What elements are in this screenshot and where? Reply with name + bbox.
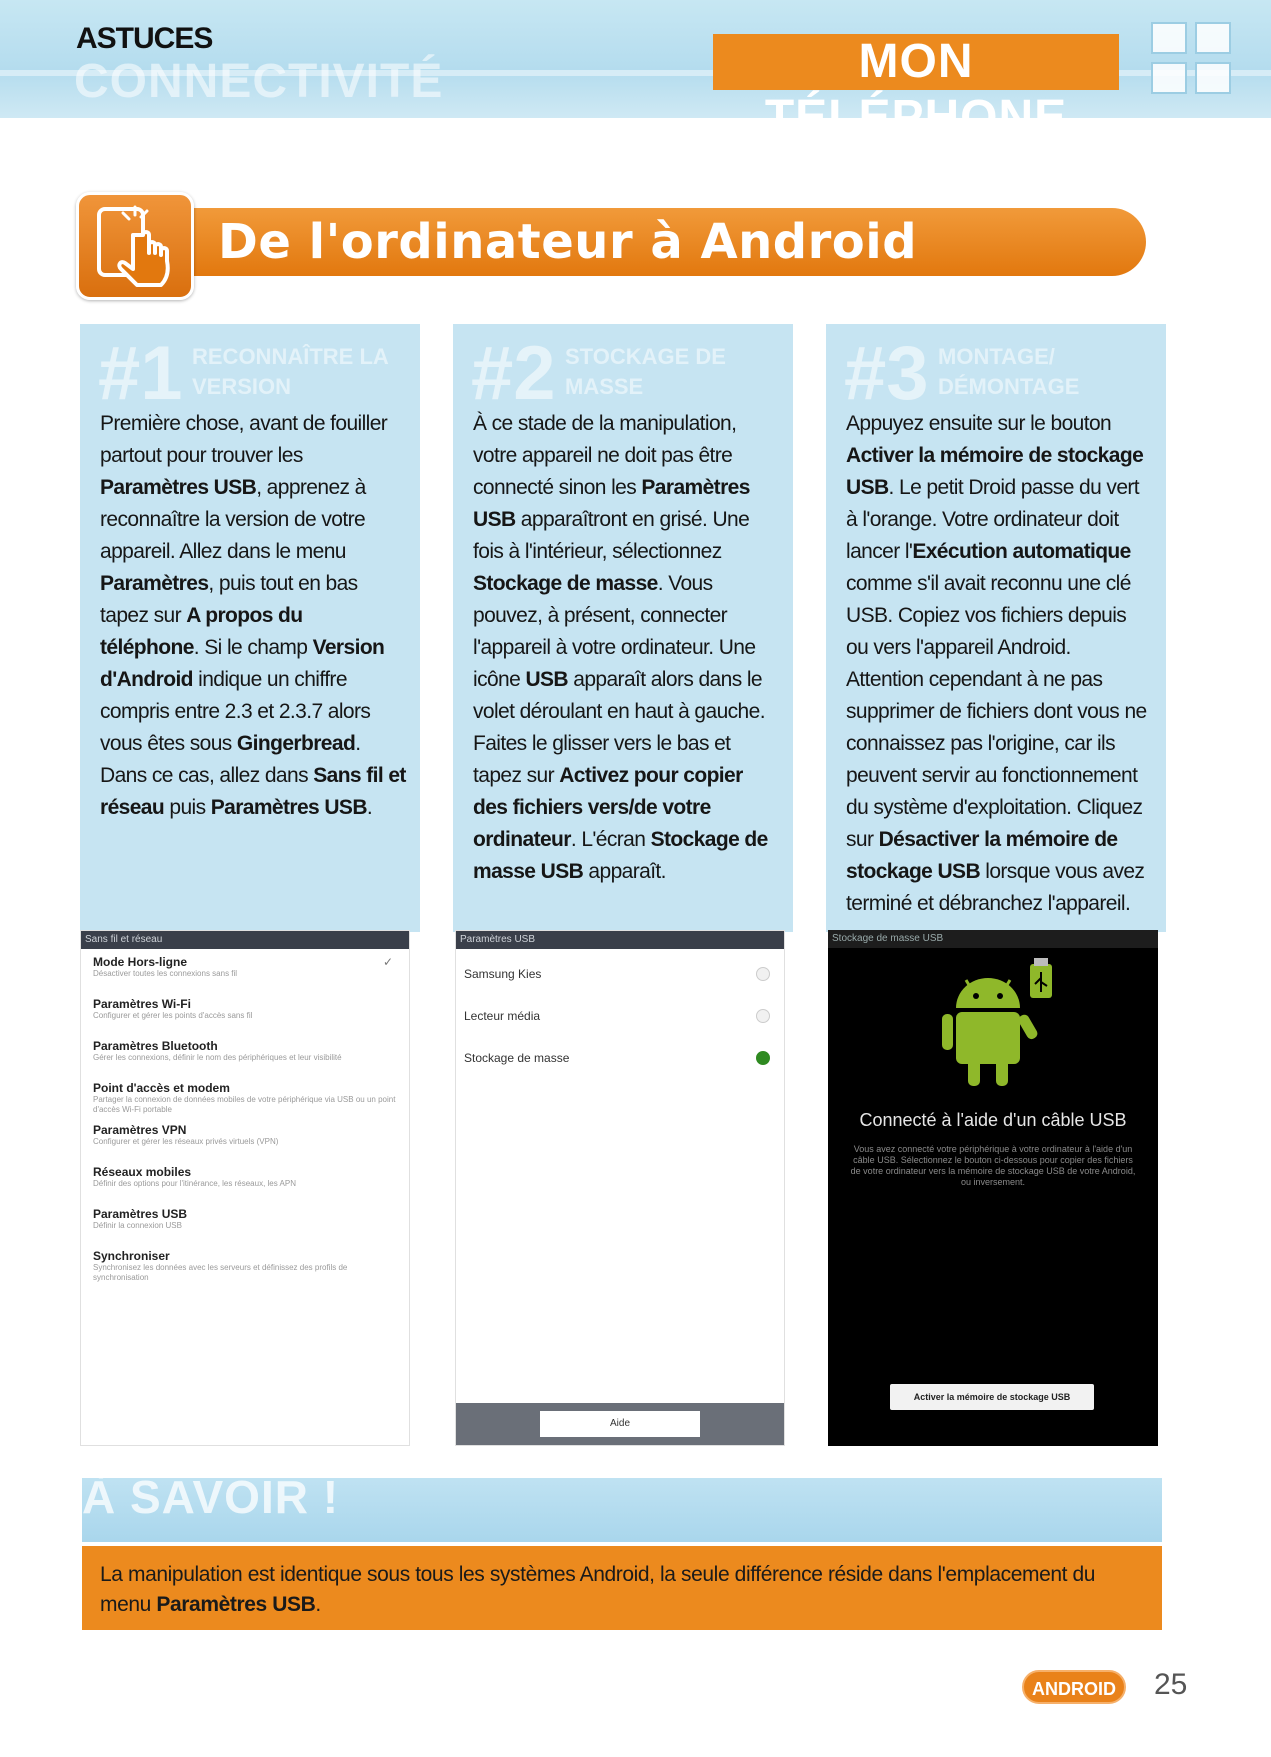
settings-item-description: Gérer les connexions, définir le nom des périphériques et leur visibilité	[93, 1053, 342, 1062]
tiles-icon	[1151, 22, 1233, 98]
activate-usb-storage-button[interactable]: Activer la mémoire de stockage USB	[890, 1384, 1094, 1410]
usb-mode-option[interactable]	[456, 995, 784, 1037]
settings-item-description: Synchronisez les données avec les serveurs et définissez des profils de synchronisation	[93, 1263, 348, 1282]
settings-item-title: Paramètres Bluetooth	[93, 1039, 218, 1053]
step-1-text: Première chose, avant de fouiller partout pour trouver les Paramètres USB, apprenez à reconnaître la version de votre appareil. Allez dans le menu Paramètres, puis tout en bas tapez sur A propos du téléphone. Si le champ Version d'Android indique un chiffre compris entre 2.3 et 2.3.7 alors vous êtes sous Gingerbread. Dans ce cas, allez dans Sans fil et réseau puis Paramètres USB.	[100, 412, 406, 819]
page-title: De l'ordinateur à Android	[218, 214, 918, 270]
tip-title: À SAVOIR !	[82, 1471, 340, 1523]
tip-text-end: .	[315, 1593, 321, 1616]
screen-title-bar: Stockage de masse USB	[828, 930, 1158, 948]
android-magazine-logo: ANDROID	[1022, 1670, 1126, 1704]
step-heading: MONTAGE/ DÉMONTAGE	[938, 344, 1080, 399]
settings-item-title: Paramètres VPN	[93, 1123, 187, 1137]
rubric-tag: MON TÉLÉPHONE	[713, 34, 1119, 90]
step-heading: STOCKAGE DE MASSE	[565, 344, 726, 399]
screen-title-bar: Sans fil et réseau	[81, 931, 409, 949]
step-number: #2	[471, 331, 556, 416]
settings-list-item[interactable]	[81, 1081, 409, 1123]
help-button[interactable]: Aide	[540, 1411, 700, 1437]
section-label: ASTUCES	[76, 22, 213, 55]
screen-footer	[456, 1403, 784, 1445]
settings-item-description: Configurer et gérer les réseaux privés virtuels (VPN)	[93, 1137, 279, 1146]
connection-description: Vous avez connecté votre périphérique à votre ordinateur à l'aide d'un câble USB. Sélectionnez le bouton ci-dessous pour copier des fichiers de votre ordinateur vers la mémoire de stockage USB de votre Android, ou inversement.	[850, 1144, 1136, 1187]
step-2-text: À ce stade de la manipulation, votre appareil ne doit pas être connecté sinon les Paramètres USB apparaîtront en grisé. Une fois à l'intérieur, sélectionnez Stockage de masse. Vous pouvez, à présent, connecter l'appareil à votre ordinateur. Une icône USB apparaît alors dans le volet déroulant en haut à gauche. Faites le glisser vers le bas et tapez sur Activez pour copier des fichiers vers/de votre ordinateur. L'écran Stockage de masse USB apparaît.	[473, 412, 768, 883]
category-label: CONNECTIVITÉ	[74, 55, 444, 108]
settings-list-item[interactable]	[81, 1039, 409, 1081]
settings-item-description: Désactiver toutes les connexions sans fil	[93, 969, 238, 978]
settings-list-item[interactable]	[81, 1165, 409, 1207]
screen-title-bar: Paramètres USB	[456, 931, 784, 949]
settings-list-item[interactable]	[81, 955, 409, 997]
connection-status: Connecté à l'aide d'un câble USB	[859, 1110, 1127, 1130]
wireless-settings-screenshot	[80, 930, 410, 1446]
step-heading: RECONNAÎTRE LA VERSION	[192, 344, 388, 399]
settings-item-title: Réseaux mobiles	[93, 1165, 192, 1179]
settings-item-title: Mode Hors-ligne	[93, 955, 188, 969]
tip-box	[82, 1546, 1162, 1630]
radio-button[interactable]	[756, 1051, 770, 1065]
settings-list-item[interactable]	[81, 1207, 409, 1249]
settings-item-title: Paramètres USB	[93, 1207, 188, 1221]
usb-mode-label: Lecteur média	[464, 1009, 541, 1023]
settings-item-description: Définir des options pour l'itinérance, les réseaux, les APN	[93, 1179, 296, 1188]
settings-list-item[interactable]	[81, 1249, 409, 1291]
settings-item-description: Partager la connexion de données mobiles de votre périphérique via USB ou un point d'accès Wi-Fi portable	[93, 1095, 396, 1114]
radio-button[interactable]	[756, 967, 770, 981]
settings-item-title: Synchroniser	[93, 1249, 170, 1263]
settings-list-item[interactable]	[81, 997, 409, 1039]
step-2-column	[453, 324, 793, 932]
step-1-column	[80, 324, 420, 932]
step-number: #3	[844, 331, 929, 416]
settings-item-description: Configurer et gérer les points d'accès sans fil	[93, 1011, 253, 1020]
settings-item-title: Point d'accès et modem	[93, 1081, 230, 1095]
tip-text-bold: Paramètres USB	[156, 1593, 316, 1616]
settings-list-item[interactable]	[81, 1123, 409, 1165]
usb-mode-label: Stockage de masse	[464, 1051, 570, 1065]
usb-mode-label: Samsung Kies	[464, 967, 542, 981]
usb-mode-option[interactable]	[456, 953, 784, 995]
page-number: 25	[1154, 1668, 1188, 1701]
android-usb-icon	[938, 958, 1058, 1098]
radio-button[interactable]	[756, 1009, 770, 1023]
usb-settings-screenshot	[455, 930, 785, 1446]
step-number: #1	[98, 331, 183, 416]
usb-storage-screenshot	[828, 930, 1158, 1446]
tip-text: La manipulation est identique sous tous les systèmes Android, la seule différence réside dans l'emplacement du menu	[100, 1563, 1096, 1616]
settings-item-description: Définir la connexion USB	[93, 1221, 182, 1230]
usb-mode-option[interactable]	[456, 1037, 784, 1079]
step-3-column	[826, 324, 1166, 932]
touch-hand-icon	[76, 192, 194, 300]
step-3-text: Appuyez ensuite sur le bouton Activer la mémoire de stockage USB. Le petit Droid passe du vert à l'orange. Votre ordinateur doit lancer l'Exécution automatique comme s'il avait reconnu une clé USB. Copiez vos fichiers depuis ou vers l'appareil Android. Attention cependant à ne pas supprimer de fichiers dont vous ne connaissez pas l'origine, car ils peuvent servir au fonctionnement du système d'exploitation. Cliquez sur Désactiver la mémoire de stockage USB lorsque vous avez terminé et débranchez l'appareil.	[846, 412, 1147, 915]
checkmark-icon: ✓	[382, 955, 393, 969]
settings-item-title: Paramètres Wi-Fi	[93, 997, 191, 1011]
